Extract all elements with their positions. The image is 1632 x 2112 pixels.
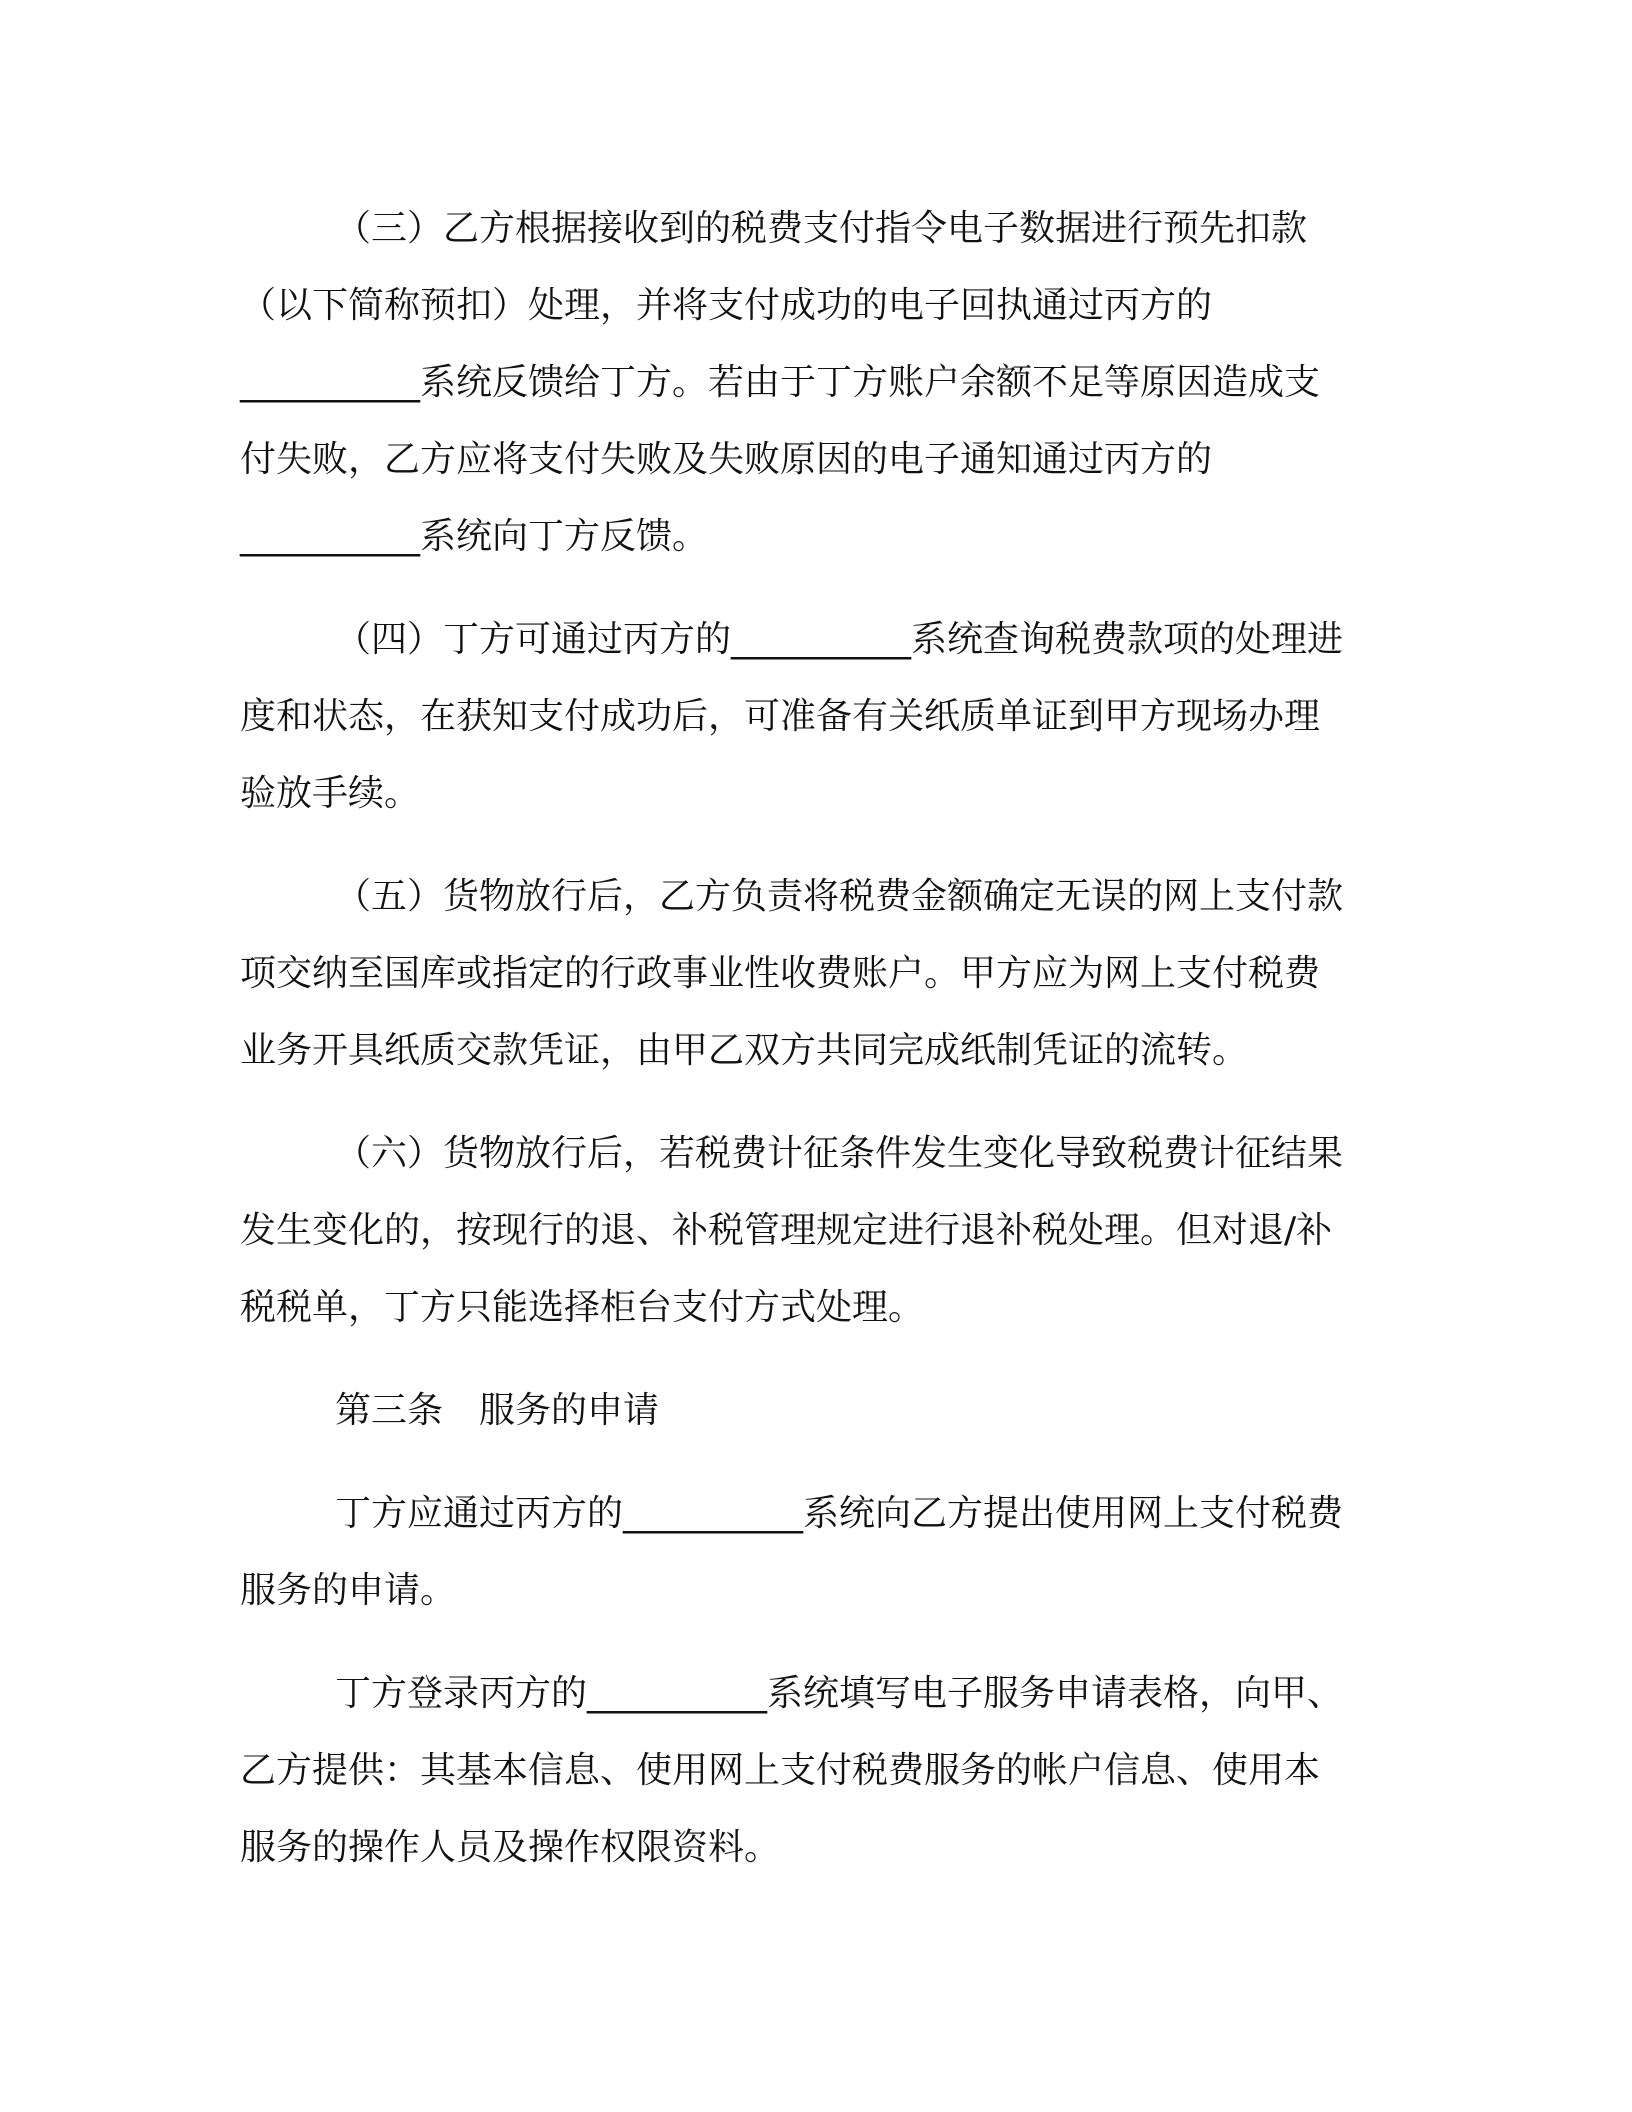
text-line: 服务的申请。 bbox=[240, 1570, 457, 1611]
text-line: __________系统向丁方反馈。 bbox=[240, 516, 709, 557]
text-line: 付失败，乙方应将支付失败及失败原因的电子通知通过丙方的 bbox=[240, 439, 1213, 480]
article-three-heading bbox=[240, 1372, 1380, 1449]
paragraph-login bbox=[240, 1655, 1380, 1886]
paragraph-application bbox=[240, 1475, 1380, 1629]
text-line: （三）乙方根据接收到的税费支付指令电子数据进行预先扣款 bbox=[335, 208, 1308, 249]
document-page bbox=[240, 190, 1380, 1886]
text-line: 项交纳至国库或指定的行政事业性收费账户。甲方应为网上支付税费 bbox=[240, 953, 1321, 994]
text-line: （五）货物放行后，乙方负责将税费金额确定无误的网上支付款 bbox=[335, 876, 1344, 917]
text-line: （六）货物放行后，若税费计征条件发生变化导致税费计征结果 bbox=[335, 1133, 1344, 1174]
paragraph-five bbox=[240, 858, 1380, 1089]
paragraph-three bbox=[240, 190, 1380, 575]
section-heading: 第三条 服务的申请 bbox=[335, 1390, 660, 1431]
text-line: 税税单，丁方只能选择柜台支付方式处理。 bbox=[240, 1287, 925, 1328]
paragraph-six bbox=[240, 1115, 1380, 1346]
paragraph-four bbox=[240, 601, 1380, 832]
text-line: __________系统反馈给丁方。若由于丁方账户余额不足等原因造成支 bbox=[240, 362, 1321, 403]
text-line: 服务的操作人员及操作权限资料。 bbox=[240, 1827, 781, 1868]
text-line: 发生变化的，按现行的退、补税管理规定进行退补税处理。但对退/补 bbox=[240, 1210, 1333, 1251]
text-line: 业务开具纸质交款凭证，由甲乙双方共同完成纸制凭证的流转。 bbox=[240, 1030, 1249, 1071]
text-line: （以下简称预扣）处理，并将支付成功的电子回执通过丙方的 bbox=[240, 285, 1213, 326]
text-line: 乙方提供：其基本信息、使用网上支付税费服务的帐户信息、使用本 bbox=[240, 1750, 1321, 1791]
text-line: （四）丁方可通过丙方的__________系统查询税费款项的处理进 bbox=[335, 619, 1344, 660]
text-line: 丁方应通过丙方的__________系统向乙方提出使用网上支付税费 bbox=[335, 1493, 1344, 1534]
text-line: 度和状态，在获知支付成功后，可准备有关纸质单证到甲方现场办理 bbox=[240, 696, 1321, 737]
text-line: 验放手续。 bbox=[240, 773, 421, 814]
text-line: 丁方登录丙方的__________系统填写电子服务申请表格，向甲、 bbox=[335, 1673, 1344, 1714]
